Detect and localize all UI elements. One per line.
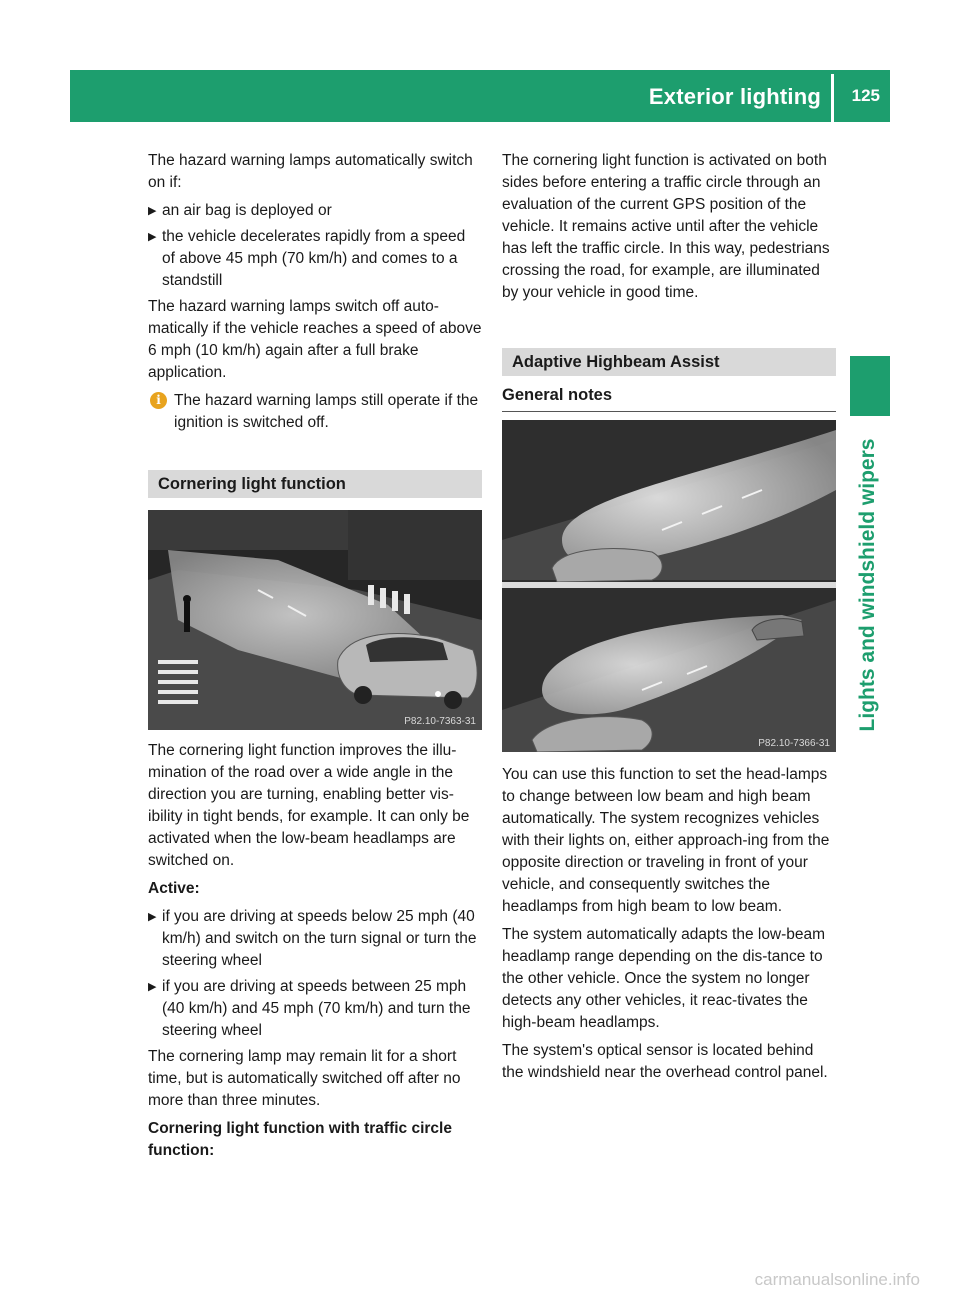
header-divider (831, 74, 834, 122)
watermark: carmanualsonline.info (754, 1270, 920, 1289)
paragraph: The cornering light function improves the illu-mination of the road over a wide angle in the direction you are turning, enabling better vis-ibility in tight bends, for example. It can only be activated when the low-beam headlamps are switched on. (148, 742, 470, 869)
chapter-title: Exterior lighting (648, 84, 821, 109)
side-tab-text: Lights and windshield wipers (856, 438, 879, 732)
list-item-text: if you are driving at speeds below 25 mph (40 km/h) and switch on the turn signal or turn the steering wheel (162, 908, 477, 969)
section-heading: Cornering light function (148, 470, 482, 498)
section-heading: Adaptive Highbeam Assist (502, 348, 836, 376)
list-item-text: the vehicle decelerates rapidly from a speed of above 45 mph (70 km/h) and comes to a standstill (162, 228, 466, 289)
traffic-circle-label: Cornering light function with traffic circle function: (148, 1120, 452, 1159)
paragraph: The system's optical sensor is located behind the windshield near the overhead control panel. (502, 1042, 828, 1081)
cornering-light-illustration (148, 510, 482, 730)
highbeam-assist-illustration (502, 420, 836, 752)
side-tab-marker (850, 356, 890, 416)
list-item (148, 906, 482, 972)
paragraph: The hazard warning lamps automatically switch on if: (148, 152, 473, 191)
bullet-mark-icon: ▶ (148, 205, 157, 217)
paragraph: The cornering light function is activated on both sides before entering a traffic circle through an evaluation of the current GPS position of the vehicle. It remains active until after the vehicle has left the traffic circle. In this way, pedestrians crossing the road, for example, are illuminated by your vehicle in good time. (502, 152, 830, 301)
subheading: General notes (502, 386, 836, 412)
left-column (148, 150, 482, 1168)
list-item-text: if you are driving at speeds between 25 mph (40 km/h) and 45 mph (70 km/h) and turn the steering wheel (162, 978, 471, 1039)
info-icon: i (150, 392, 167, 409)
bullet-mark-icon: ▶ (148, 911, 157, 923)
list-item-text: an air bag is deployed or (162, 202, 332, 219)
list-item (148, 200, 482, 222)
bullet-mark-icon: ▶ (148, 231, 157, 243)
paragraph: You can use this function to set the head-lamps to change between low beam and high beam automatically. The system recognizes vehicles with their lights on, either approach-ing from the opposite direction or traveling in front of your vehicle, and consequently switches the headlamps from high beam to low beam. (502, 766, 830, 915)
figure-code: P82.10-7363-31 (404, 716, 476, 727)
bullet-mark-icon: ▶ (148, 981, 157, 993)
paragraph: The hazard warning lamps switch off auto-matically if the vehicle reaches a speed of above 6 mph (10 km/h) again after a full brake application. (148, 298, 482, 381)
page-header (70, 70, 890, 122)
right-column (502, 150, 836, 1090)
paragraph: The cornering lamp may remain lit for a short time, but is automatically switched off after no more than three minutes. (148, 1048, 461, 1109)
list-item (148, 976, 482, 1042)
info-note (148, 390, 482, 434)
page-number: 125 (851, 86, 880, 105)
info-note-text: The hazard warning lamps still operate if the ignition is switched off. (174, 392, 479, 431)
list-item (148, 226, 482, 292)
figure-code: P82.10-7366-31 (758, 738, 830, 749)
active-label: Active: (148, 880, 200, 897)
paragraph: The system automatically adapts the low-beam headlamp range depending on the dis-tance to the other vehicle. Once the system no longer detects any other vehicles, it reac-tivates the high-beam headlamps. (502, 926, 826, 1031)
